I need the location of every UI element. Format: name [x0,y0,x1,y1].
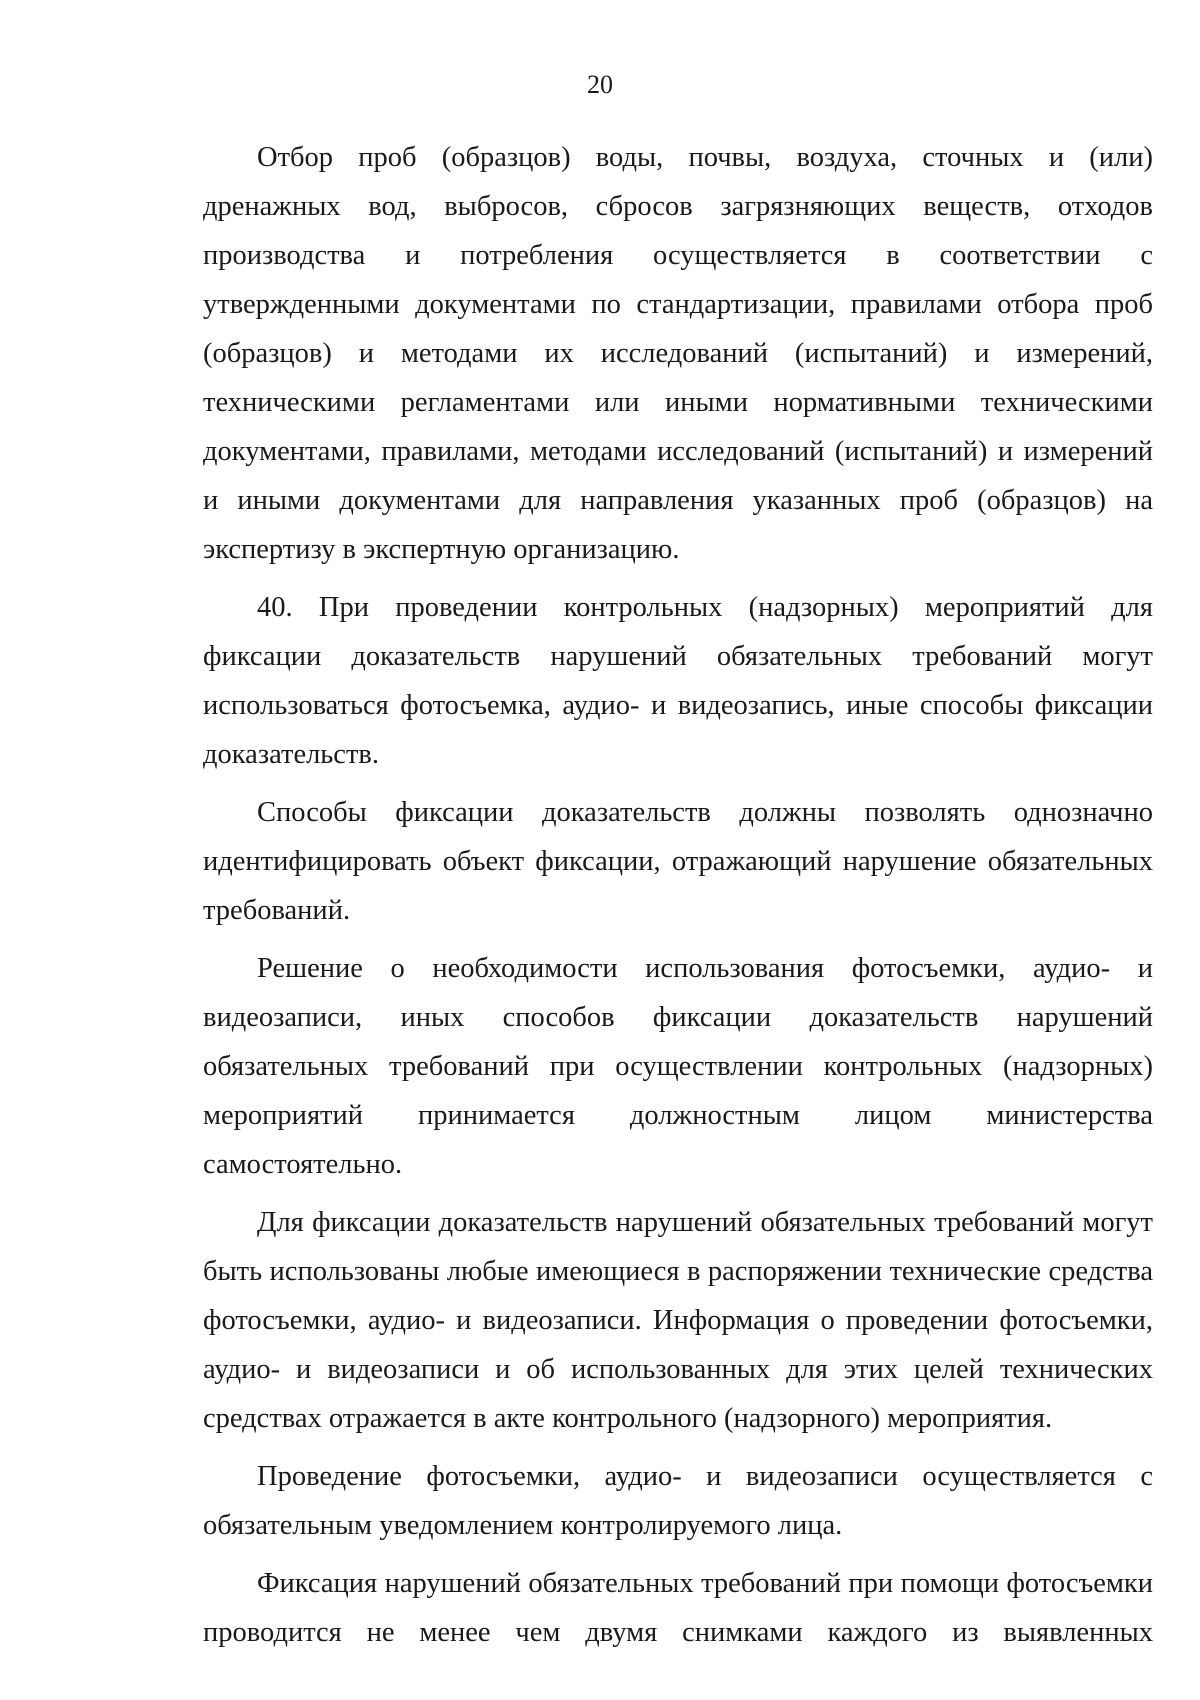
paragraph-decision: Решение о необходимости использования фотосъемки, аудио- и видеозаписи, иных способов фиксации доказательств нарушений обязательных требований при осуществлении контрольных (надзорных) мероприятий принимается должностным лицом министерства самостоятельно. [203,953,1153,1180]
paragraph-sampling: Отбор проб (образцов) воды, почвы, воздуха, сточных и (или) дренажных вод, выбросов, сбросов загрязняющих веществ, отходов производства и потребления осуществляется в соответствии с утвержденными документами по стандартизации, правилами отбора проб (образцов) и методами их исследований (испытаний) и измерений, техническими регламентами или иными нормативными техническими документами, правилами, методами исследований (испытаний) и измерений и иными документами для направления указанных проб (образцов) на экспертизу в экспертную организацию. [203,142,1153,565]
paragraph-notification: Проведение фотосъемки, аудио- и видеозаписи осуществляется с обязательным уведомлением контролируемого лица. [203,1461,1153,1541]
paragraph-fixation-methods: Способы фиксации доказательств должны позволять однозначно идентифицировать объект фиксации, отражающий нарушение обязательных требований. [203,797,1153,926]
paragraph-technical-means: Для фиксации доказательств нарушений обязательных требований могут быть использованы любые имеющиеся в распоряжении технические средства фотосъемки, аудио- и видеозаписи. Информация о проведении фотосъемки, аудио- и видеозаписи и об использованных для этих целей технических средствах отражается в акте контрольного (надзорного) мероприятия. [203,1207,1153,1434]
paragraph-item-40: 40. При проведении контрольных (надзорных) мероприятий для фиксации доказательств нарушений обязательных требований могут использоваться фотосъемка, аудио- и видеозапись, иные способы фиксации доказательств. [203,592,1153,770]
page-number: 20 [587,70,613,99]
document-body [203,133,1153,1657]
paragraph-photo-fixation: Фиксация нарушений обязательных требований при помощи фотосъемки проводится не менее чем двумя снимками каждого из выявленных [203,1568,1153,1648]
